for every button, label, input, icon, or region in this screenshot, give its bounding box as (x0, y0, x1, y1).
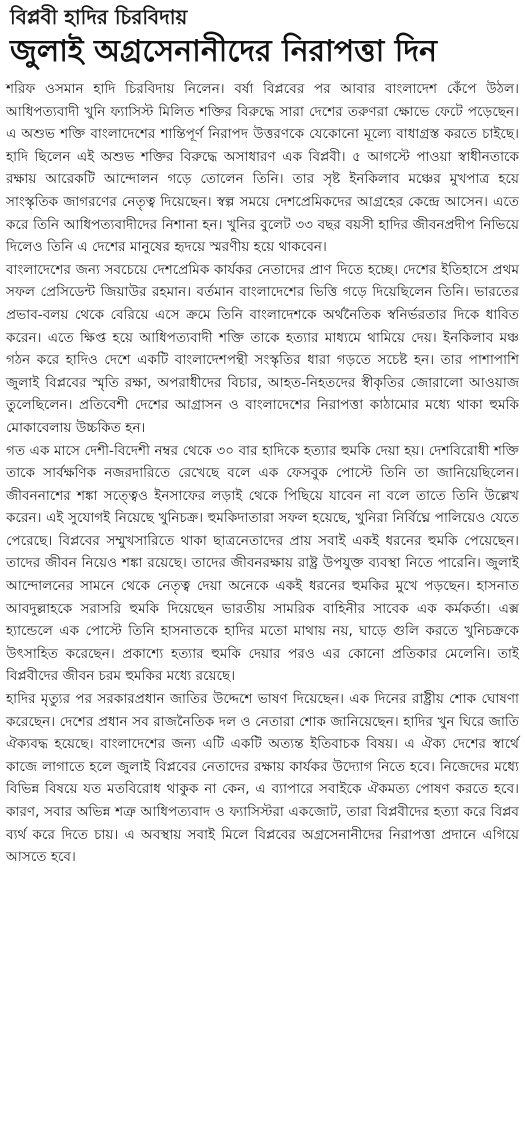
article-paragraph: গত এক মাসে দেশী-বিদেশী নম্বর থেকে ৩০ বার হাদিকে হত্যার হুমকি দেয়া হয়। দেশবিরোধী শক্তি তাকে সার্বক্ষণিক নজরদারিতে রেখেছে বলে এক ফেসবুক পোস্টে তিনি তা জানিয়েছিলেন। জীবননাশের শঙ্কা সত্ত্বেও ইনসাফের লড়াই থেকে পিছিয়ে যাবেন না বলে তাতে তিনি উল্লেখ করেন। এই সুযোগই নিয়েছে খুনিচক্র। হুমকিদাতারা সফল হয়েছে, খুনিরা নির্বিঘ্নে পালিয়েও যেতে পেরেছে। বিপ্লবের সম্মুখসারিতে থাকা ছাত্রনেতাদের প্রায় সবাই একই ধরনের হুমকি পেয়েছেন। তাদের জীবন নিয়েও শঙ্কা রয়েছে। তাদের জীবনরক্ষায় রাষ্ট্র উপযুক্ত ব্যবস্থা নিতে পারেনি। জুলাই আন্দোলনের সামনে থেকে নেতৃত্ব দেয়া অনেকে একই ধরনের হুমকির মুখে পড়ছেন। হাসনাত আবদুল্লাহকে সরাসরি হুমকি দিয়েছেন ভারতীয় সামরিক বাহিনীর সাবেক এক কর্মকর্তা। এক্স হ্যান্ডেলে এক পোস্টে তিনি হাসনাতকে হাদির মতো মাথায় নয়, ঘাড়ে গুলি করতে খুনিচক্রকে উৎসাহিত করেছেন। প্রকাশ্যে হত্যার হুমকি দেয়ার পরও এর কোনো প্রতিকার মেলেনি। তাই বিপ্লবীদের জীবন চরম হুমকির মধ্যে রয়েছে। (6, 442, 519, 685)
article-body (6, 78, 519, 869)
article-paragraph: হাদির মৃত্যুর পর সরকারপ্রধান জাতির উদ্দেশে ভাষণ দিয়েছেন। এক দিনের রাষ্ট্রীয় শোক ঘোষণা করেছেন। দেশের প্রধান সব রাজনৈতিক দল ও নেতারা শোক জানিয়েছেন। হাদির খুন ঘিরে জাতি ঐক্যবদ্ধ হয়েছে। বাংলাদেশের জন্য এটি একটি অত্যন্ত ইতিবাচক বিষয়। এ ঐক্য দেশের স্বার্থে কাজে লাগাতে হলে জুলাই বিপ্লবের নেতাদের রক্ষায় কার্যকর উদ্যোগ নিতে হবে। নিজেদের মধ্যে বিভিন্ন বিষয়ে যত মতবিরোধ থাকুক না কেন, এ ব্যাপারে সবাইকে ঐকমত্য পোষণ করতে হবে। কারণ, সবার অভিন্ন শত্রু আধিপত্যবাদ ও ফ্যাসিস্টরা একজোট, তারা বিপ্লবীদের হত্যা করে বিপ্লব ব্যর্থ করে দিতে চায়। এ অবস্থায় সবাই মিলে বিপ্লবের অগ্রসেনানীদের নিরাপত্তা প্রদানে এগিয়ে আসতে হবে। (6, 691, 519, 866)
article-headline: জুলাই অগ্রসেনানীদের নিরাপত্তা দিন (10, 34, 438, 69)
article-paragraph: শরিফ ওসমান হাদি চিরবিদায় নিলেন। বর্ষা বিপ্লবের পর আবার বাংলাদেশ কেঁপে উঠল। আধিপত্যবাদী খুনি ফ্যাসিস্ট মিলিত শক্তির বিরুদ্ধে সারা দেশের তরুণরা ক্ষোভে ফেটে পড়েছেন। এ অশুভ শক্তি বাংলাদেশের শান্তিপূর্ণ নিরাপদ উত্তরণকে যেকোনো মূল্যে বাধাগ্রস্ত করতে চাইছে। হাদি ছিলেন এই অশুভ শক্তির বিরুদ্ধে অসাধারণ এক বিপ্লবী। ৫ আগস্টে পাওয়া স্বাধীনতাকে রক্ষায় আরেকটি আন্দোলন গড়ে তোলেন তিনি। তার সৃষ্ট ইনকিলাব মঞ্চের মুখপাত্র হয়ে সাংস্কৃতিক জাগরণের নেতৃত্ব দিয়েছেন। স্বল্প সময়ে দেশপ্রেমিকদের আগ্রহের কেন্দ্রে আসেন। এতে করে তিনি আধিপত্যবাদীদের নিশানা হন। খুনির বুলেট ৩৩ বছর বয়সী হাদির জীবনপ্রদীপ নিভিয়ে দিলেও তিনি এ দেশের মানুষের হৃদয়ে স্মরণীয় হয়ে থাকবেন। (6, 81, 519, 256)
article-kicker: বিপ্লবী হাদির চিরবিদায় (10, 5, 188, 29)
article-paragraph: বাংলাদেশের জন্য সবচেয়ে দেশপ্রেমিক কার্যকর নেতাদের প্রাণ দিতে হচ্ছে। দেশের ইতিহাসে প্রথম সফল প্রেসিডেন্ট জিয়াউর রহমান। বর্তমান বাংলাদেশের ভিত্তি গড়ে দিয়েছিলেন তিনি। ভারতের প্রভাব-বলয় থেকে বেরিয়ে এসে ক্রমে তিনি বাংলাদেশকে অর্থনৈতিক স্বনির্ভরতার দিকে ধাবিত করেন। এতে ক্ষিপ্ত হয়ে আধিপত্যবাদী শক্তি তাকে হত্যার মাধ্যমে থামিয়ে দেয়। ইনকিলাব মঞ্চ গঠন করে হাদিও দেশে একটি বাংলাদেশপন্থী সংস্কৃতির ধারা গড়তে সচেষ্ট হন। তার পাশাপাশি জুলাই বিপ্লবের স্মৃতি রক্ষা, অপরাধীদের বিচার, আহত-নিহতদের স্বীকৃতির জোরালো আওয়াজ তুলেছিলেন। প্রতিবেশী দেশের আগ্রাসন ও বাংলাদেশের নিরাপত্তা কাঠামোর মধ্যে থাকা হুমকি মোকাবেলায় উচ্চকিত হন। (6, 261, 519, 436)
